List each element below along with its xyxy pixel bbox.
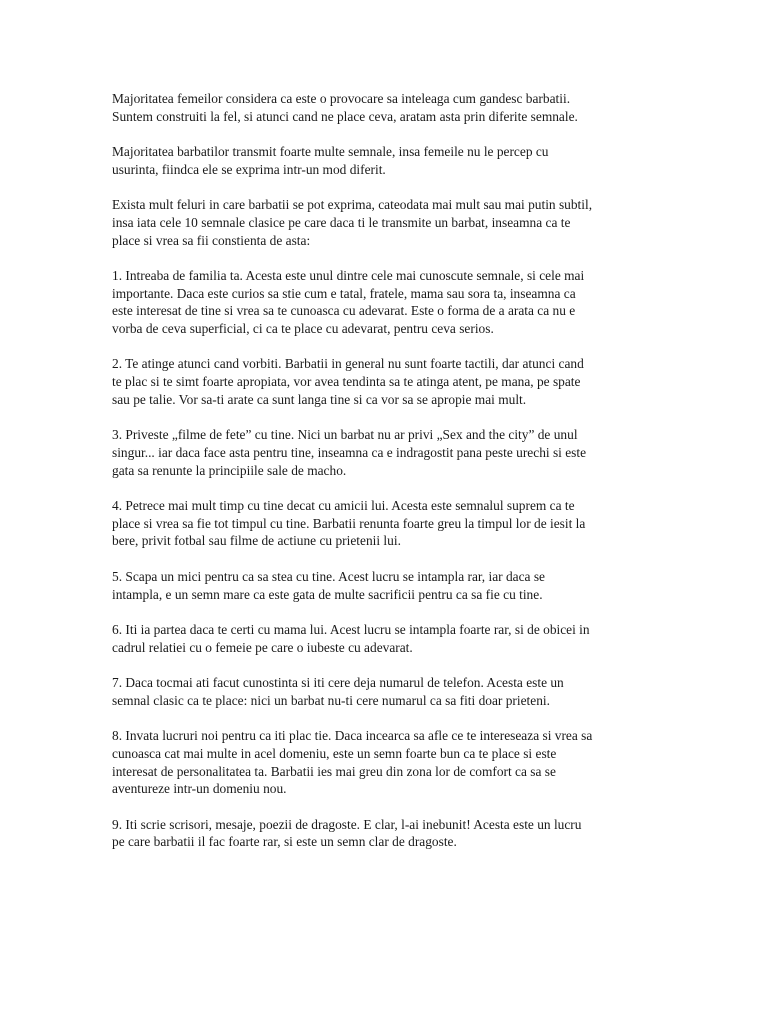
list-item-6: 6. Iti ia partea daca te certi cu mama lui. Acest lucru se intampla foarte rar, si de obicei in cadrul relatiei cu o femeie pe care o iubeste cu adevarat. — [112, 621, 590, 655]
document-page — [112, 90, 660, 869]
list-item-9: 9. Iti scrie scrisori, mesaje, poezii de dragoste. E clar, l-ai inebunit! Acesta este un lucru pe care barbatii il fac foarte rar, si este un semn clar de dragoste. — [112, 816, 582, 850]
list-item-2: 2. Te atinge atunci cand vorbiti. Barbatii in general nu sunt foarte tactili, dar atunci cand te plac si te simt foarte apropiata, vor avea tendinta sa te atinga atent, pe mana, pe spate sau pe talie. Vor sa-ti arate ca sunt langa tine si ca vor sa se apropie mai mult. — [112, 356, 584, 407]
list-item-3: 3. Priveste „filme de fete” cu tine. Nici un barbat nu ar privi „Sex and the city” de unul singur... iar daca face asta pentru tine, inseamna ca e indragostit pana peste urechi si este gata sa renunte la principiile sale de macho. — [112, 427, 587, 478]
intro-paragraph: Majoritatea femeilor considera ca este o provocare sa inteleaga cum gandesc barbatii. Suntem construiti la fel, si atunci cand ne place ceva, aratam asta prin diferite semnale. — [112, 91, 578, 124]
intro-paragraph: Exista mult feluri in care barbatii se pot exprima, cateodata mai mult sau mai putin subtil, insa iata cele 10 semnale clasice pe care daca ti le transmite un barbat, inseamna ca te place si vrea sa fii constienta de asta: — [112, 197, 593, 248]
list-item-5: 5. Scapa un mici pentru ca sa stea cu tine. Acest lucru se intampla rar, iar daca se intampla, e un semn mare ca este gata de multe sacrificii pentru ca sa fie cu tine. — [112, 568, 545, 602]
list-item-4: 4. Petrece mai mult timp cu tine decat cu amicii lui. Acesta este semnalul suprem ca te place si vrea sa fie tot timpul cu tine. Barbatii renunta foarte greu la timpul lor de iesit la bere, privit fotbal sau filme de actiune cu prietenii lui. — [112, 498, 586, 549]
intro-paragraph: Majoritatea barbatilor transmit foarte multe semnale, insa femeile nu le percep cu usurinta, fiindca ele se exprima intr-un mod diferit. — [112, 144, 549, 177]
list-item-1: 1. Intreaba de familia ta. Acesta este unul dintre cele mai cunoscute semnale, si cele mai importante. Daca este curios sa stie cum e tatal, fratele, mama sau sora ta, inseamna ca este interesat de tine si vrea sa te cunoasca cu adevarat. Este o forma de a arata ca nu e vorba de ceva superficial, ci ca te place cu adevarat, pentru ceva serios. — [112, 267, 585, 337]
list-item-7: 7. Daca tocmai ati facut cunostinta si iti cere deja numarul de telefon. Acesta este un semnal clasic ca te place: nici un barbat nu-ti cere numarul ca sa fiti doar prieteni. — [112, 675, 564, 708]
list-item-8: 8. Invata lucruri noi pentru ca iti plac tie. Daca incearca sa afle ce te intereseaza si vrea sa cunoasca cat mai multe in acel domeniu, este un semn foarte bun ca te place si este interesat de personalitatea ta. Barbatii ies mai greu din zona lor de comfort ca sa se aventureze intr-un domeniu nou. — [112, 728, 593, 797]
